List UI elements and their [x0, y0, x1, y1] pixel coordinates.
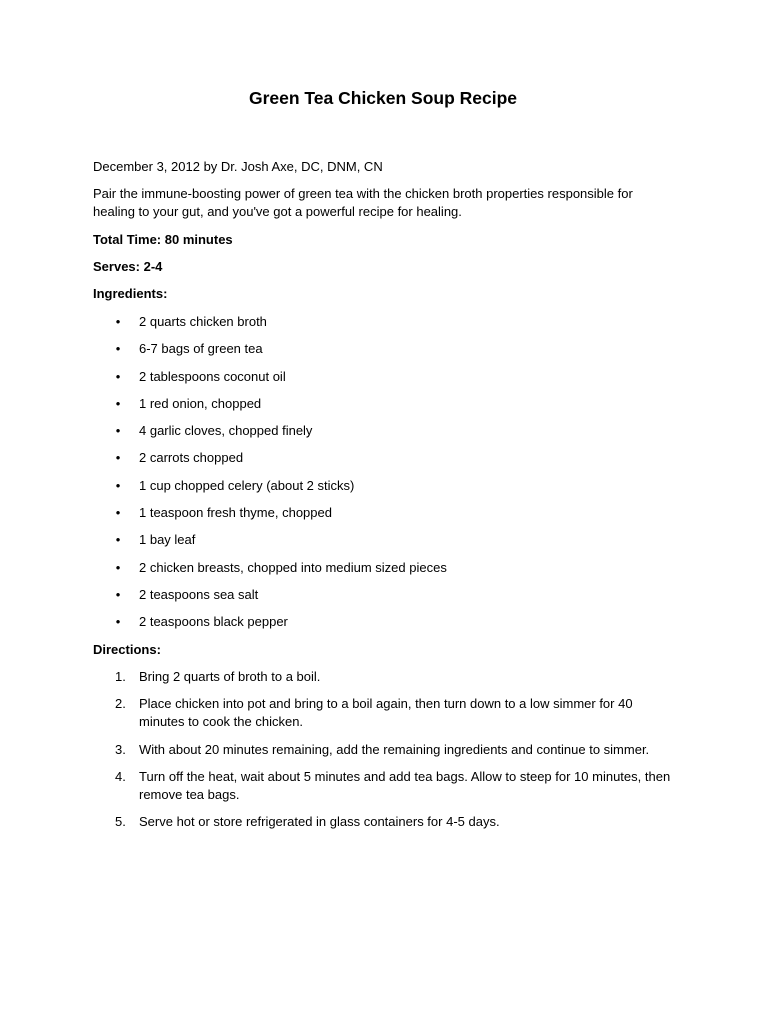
ingredient-text: 1 red onion, chopped — [139, 395, 262, 411]
step-number: 2. — [115, 696, 126, 712]
ingredient-text: 2 tablespoons coconut oil — [139, 368, 286, 384]
ingredient-item — [93, 340, 673, 358]
bullet-icon: • — [115, 586, 121, 602]
bullet-icon: • — [115, 368, 121, 384]
ingredient-item — [93, 586, 673, 604]
ingredient-item — [93, 422, 673, 440]
bullet-icon: • — [115, 532, 121, 548]
bullet-icon: • — [115, 450, 121, 466]
ingredient-item — [93, 449, 673, 467]
ingredient-text: 6-7 bags of green tea — [139, 341, 263, 357]
bullet-icon: • — [115, 477, 121, 493]
step-number: 3. — [115, 741, 126, 757]
ingredients-list — [93, 313, 673, 641]
ingredient-text: 2 teaspoons sea salt — [139, 586, 259, 602]
step-number: 4. — [115, 768, 126, 784]
ingredient-item — [93, 395, 673, 413]
ingredient-item — [93, 368, 673, 386]
step-text: Place chicken into pot and bring to a boil again, then turn down to a low simmer for 40 minutes to cook the chicken. — [139, 696, 633, 730]
ingredient-text: 2 quarts chicken broth — [139, 314, 267, 329]
direction-step — [93, 768, 673, 804]
step-number: 5. — [115, 814, 126, 830]
ingredient-text: 2 chicken breasts, chopped into medium sized pieces — [139, 559, 447, 575]
bullet-icon: • — [115, 395, 121, 411]
ingredient-text: 2 teaspoons black pepper — [139, 614, 288, 630]
step-text: Turn off the heat, wait about 5 minutes and add tea bags. Allow to steep for 10 minutes, then remove tea bags. — [139, 768, 671, 802]
ingredient-item — [93, 477, 673, 495]
intro-paragraph: Pair the immune-boosting power of green tea with the chicken broth properties responsible for healing to your gut, and you've got a powerful recipe for healing. — [93, 186, 633, 219]
step-text: Bring 2 quarts of broth to a boil. — [139, 669, 321, 684]
ingredient-text: 2 carrots chopped — [139, 450, 244, 466]
ingredient-item — [93, 504, 673, 522]
serves: Serves: 2-4 — [93, 259, 163, 274]
byline: December 3, 2012 by Dr. Josh Axe, DC, DNM, CN — [93, 159, 383, 174]
ingredient-text: 1 bay leaf — [139, 532, 196, 548]
bullet-icon: • — [115, 341, 121, 357]
ingredient-text: 4 garlic cloves, chopped finely — [139, 423, 313, 439]
direction-step — [93, 741, 673, 759]
directions-heading: Directions: — [93, 642, 161, 657]
ingredient-item — [93, 559, 673, 577]
ingredient-item — [93, 613, 673, 631]
directions-list — [93, 668, 673, 840]
ingredients-heading: Ingredients: — [93, 286, 168, 301]
bullet-icon: • — [115, 614, 121, 630]
bullet-icon: • — [115, 559, 121, 575]
step-text: With about 20 minutes remaining, add the remaining ingredients and continue to simmer. — [139, 741, 650, 757]
step-text: Serve hot or store refrigerated in glass containers for 4-5 days. — [139, 814, 500, 830]
direction-step — [93, 668, 673, 686]
total-time: Total Time: 80 minutes — [93, 232, 233, 247]
step-number: 1. — [115, 669, 126, 684]
bullet-icon: • — [115, 505, 121, 521]
bullet-icon: • — [115, 423, 121, 439]
document-title: Green Tea Chicken Soup Recipe — [248, 88, 518, 108]
ingredient-text: 1 teaspoon fresh thyme, chopped — [139, 505, 332, 521]
bullet-icon: • — [115, 314, 121, 329]
ingredient-item — [93, 531, 673, 549]
direction-step — [93, 695, 673, 731]
ingredient-item — [93, 313, 673, 331]
ingredient-text: 1 cup chopped celery (about 2 sticks) — [139, 477, 355, 493]
direction-step — [93, 813, 673, 831]
